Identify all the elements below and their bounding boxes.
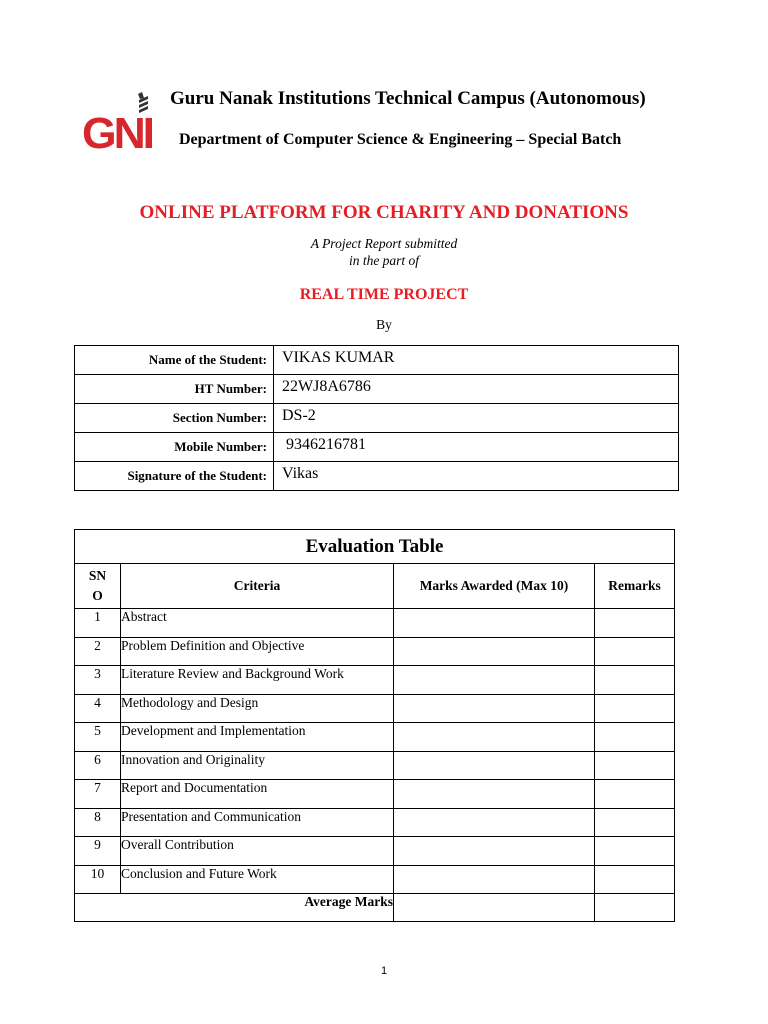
row-remarks-cell bbox=[595, 609, 675, 638]
gni-logo bbox=[82, 90, 154, 152]
header-sno bbox=[75, 564, 121, 609]
row-marks-cell bbox=[394, 666, 595, 695]
project-title: ONLINE PLATFORM FOR CHARITY AND DONATIONS bbox=[139, 202, 629, 223]
institution-name: Guru Nanak Institutions Technical Campus (Autonomous) bbox=[170, 88, 646, 109]
row-criteria: Development and Implementation bbox=[121, 723, 394, 752]
row-marks-cell bbox=[394, 865, 595, 894]
table-row bbox=[75, 637, 675, 666]
row-sno: 6 bbox=[75, 751, 121, 780]
row-criteria: Overall Contribution bbox=[121, 837, 394, 866]
row-criteria: Methodology and Design bbox=[121, 694, 394, 723]
page-number: 1 bbox=[380, 965, 388, 977]
report-subtitle-line1: A Project Report submitted bbox=[310, 236, 458, 251]
student-label: Name of the Student: bbox=[75, 346, 274, 375]
header-criteria: Criteria bbox=[121, 564, 394, 609]
mobile-number-value: 9346216781 bbox=[274, 433, 679, 462]
row-remarks-cell bbox=[595, 837, 675, 866]
row-criteria: Presentation and Communication bbox=[121, 808, 394, 837]
row-remarks-cell bbox=[595, 780, 675, 809]
student-label: Mobile Number: bbox=[75, 433, 274, 462]
evaluation-table bbox=[74, 529, 675, 922]
row-marks-cell bbox=[394, 780, 595, 809]
row-sno: 4 bbox=[75, 694, 121, 723]
row-remarks-cell bbox=[595, 808, 675, 837]
row-marks-cell bbox=[394, 723, 595, 752]
row-marks-cell bbox=[394, 837, 595, 866]
header-sno-line1: SN bbox=[88, 568, 107, 583]
table-row bbox=[75, 808, 675, 837]
row-criteria: Report and Documentation bbox=[121, 780, 394, 809]
header-remarks: Remarks bbox=[595, 564, 675, 609]
row-criteria: Conclusion and Future Work bbox=[121, 865, 394, 894]
average-remarks-cell bbox=[595, 894, 675, 922]
section-number-value: DS-2 bbox=[274, 404, 679, 433]
row-sno: 5 bbox=[75, 723, 121, 752]
header-sno-line2: O bbox=[92, 588, 103, 603]
project-type: REAL TIME PROJECT bbox=[299, 286, 469, 303]
row-marks-cell bbox=[394, 751, 595, 780]
signature-value: Vikas bbox=[274, 462, 679, 491]
row-sno: 1 bbox=[75, 609, 121, 638]
row-sno: 3 bbox=[75, 666, 121, 695]
evaluation-header-row bbox=[75, 564, 675, 609]
row-sno: 9 bbox=[75, 837, 121, 866]
row-sno: 7 bbox=[75, 780, 121, 809]
row-sno: 10 bbox=[75, 865, 121, 894]
row-remarks-cell bbox=[595, 723, 675, 752]
row-marks-cell bbox=[394, 637, 595, 666]
student-row-ht-number bbox=[75, 375, 679, 404]
row-remarks-cell bbox=[595, 666, 675, 695]
row-marks-cell bbox=[394, 808, 595, 837]
row-remarks-cell bbox=[595, 694, 675, 723]
table-row bbox=[75, 723, 675, 752]
table-row bbox=[75, 865, 675, 894]
student-label: HT Number: bbox=[75, 375, 274, 404]
table-row bbox=[75, 780, 675, 809]
row-criteria: Abstract bbox=[121, 609, 394, 638]
average-marks-cell bbox=[394, 894, 595, 922]
row-remarks-cell bbox=[595, 637, 675, 666]
row-criteria: Problem Definition and Objective bbox=[121, 637, 394, 666]
row-marks-cell bbox=[394, 609, 595, 638]
student-row-signature bbox=[75, 462, 679, 491]
row-sno: 2 bbox=[75, 637, 121, 666]
by-label: By bbox=[376, 317, 392, 332]
report-subtitle-line2: in the part of bbox=[348, 253, 420, 268]
department-name: Department of Computer Science & Engineering – Special Batch bbox=[179, 131, 622, 148]
table-row bbox=[75, 694, 675, 723]
logo-text: GNI bbox=[82, 109, 153, 152]
header-marks: Marks Awarded (Max 10) bbox=[394, 564, 595, 609]
student-label: Signature of the Student: bbox=[75, 462, 274, 491]
average-marks-row bbox=[75, 894, 675, 922]
student-row-name bbox=[75, 346, 679, 375]
table-row bbox=[75, 666, 675, 695]
evaluation-table-title: Evaluation Table bbox=[75, 530, 675, 564]
row-criteria: Innovation and Originality bbox=[121, 751, 394, 780]
student-label: Section Number: bbox=[75, 404, 274, 433]
row-marks-cell bbox=[394, 694, 595, 723]
table-row bbox=[75, 609, 675, 638]
row-remarks-cell bbox=[595, 751, 675, 780]
student-name-value: VIKAS KUMAR bbox=[274, 346, 679, 375]
row-remarks-cell bbox=[595, 865, 675, 894]
ht-number-value: 22WJ8A6786 bbox=[274, 375, 679, 404]
table-row bbox=[75, 837, 675, 866]
student-details-table bbox=[74, 345, 679, 491]
average-marks-label: Average Marks bbox=[75, 894, 394, 922]
row-sno: 8 bbox=[75, 808, 121, 837]
student-row-mobile bbox=[75, 433, 679, 462]
row-criteria: Literature Review and Background Work bbox=[121, 666, 394, 695]
table-row bbox=[75, 751, 675, 780]
student-row-section bbox=[75, 404, 679, 433]
